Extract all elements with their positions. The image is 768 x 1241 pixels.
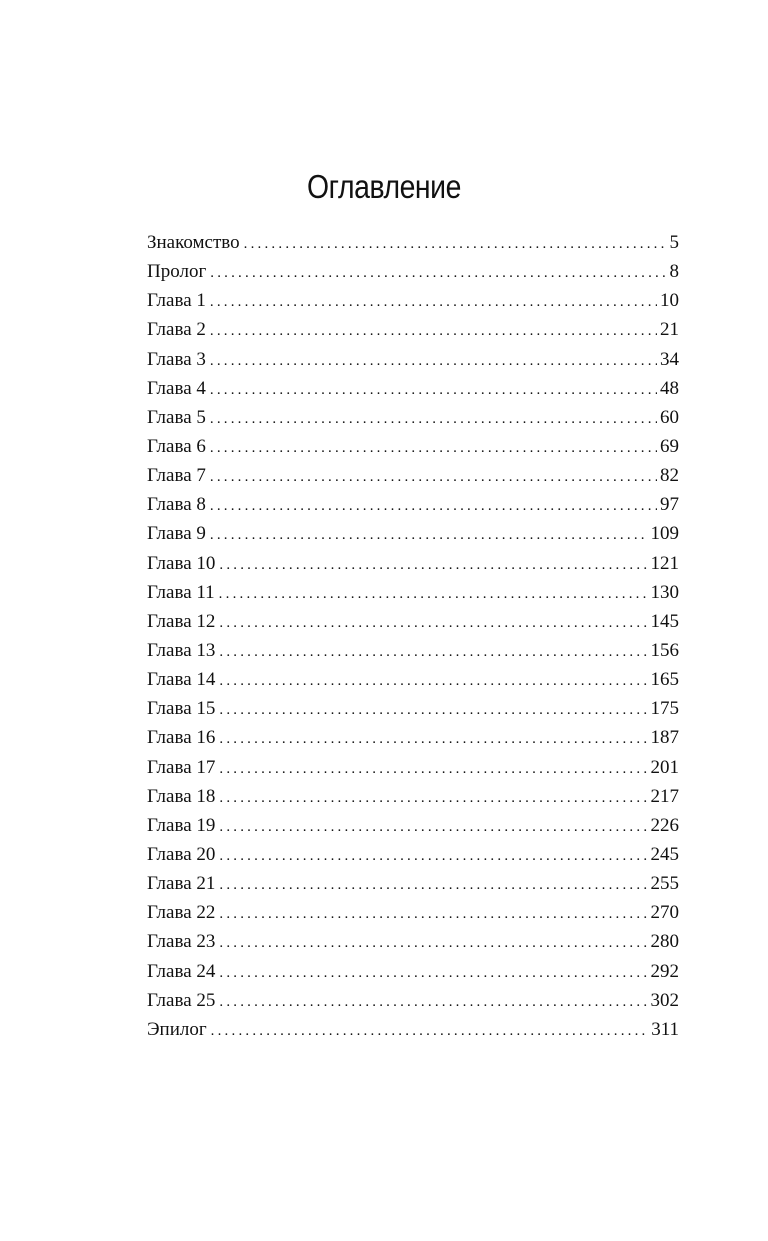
toc-entry-page: 60 bbox=[660, 406, 679, 428]
toc-entry-page: 156 bbox=[650, 639, 679, 661]
toc-entry-page: 187 bbox=[650, 727, 679, 749]
dot-leader bbox=[219, 696, 647, 723]
toc-entry bbox=[147, 1015, 679, 1044]
dot-leader bbox=[219, 871, 647, 898]
toc-entry-label: Глава 14 bbox=[147, 669, 216, 691]
page-title: Оглавление bbox=[307, 168, 461, 205]
toc-entry-label: Глава 3 bbox=[147, 348, 206, 370]
toc-entry bbox=[147, 957, 679, 986]
toc-entry bbox=[147, 753, 679, 782]
dot-leader bbox=[210, 463, 657, 490]
toc-entry bbox=[147, 869, 679, 898]
dot-leader bbox=[219, 667, 647, 694]
toc-entry bbox=[147, 986, 679, 1015]
toc-entry-label: Глава 21 bbox=[147, 873, 216, 895]
toc-entry-label: Глава 10 bbox=[147, 552, 216, 574]
toc-entry-page: 165 bbox=[650, 669, 679, 691]
toc-entry bbox=[147, 694, 679, 723]
toc-entry-page: 255 bbox=[650, 873, 679, 895]
toc-entry bbox=[147, 723, 679, 752]
toc-entry-page: 226 bbox=[650, 814, 679, 836]
toc-entry-page: 5 bbox=[669, 232, 679, 253]
toc-entry-page: 121 bbox=[650, 552, 679, 574]
toc-entry-page: 145 bbox=[650, 610, 679, 632]
toc-entry bbox=[147, 257, 679, 286]
toc-entry bbox=[147, 811, 679, 840]
toc-entry-page: 97 bbox=[660, 494, 679, 516]
toc-entry-page: 34 bbox=[660, 348, 679, 370]
toc-entry-page: 69 bbox=[660, 435, 679, 457]
toc-entry-label: Глава 5 bbox=[147, 406, 206, 428]
toc-entry bbox=[147, 490, 679, 519]
toc-entry-label: Глава 6 bbox=[147, 435, 206, 457]
dot-leader bbox=[219, 609, 647, 636]
toc-entry-label: Глава 11 bbox=[147, 581, 215, 603]
dot-leader bbox=[219, 580, 648, 607]
toc-entry bbox=[147, 228, 679, 257]
dot-leader bbox=[219, 638, 647, 665]
toc-entry bbox=[147, 519, 679, 548]
toc-entry-page: 175 bbox=[650, 698, 679, 720]
toc-entry bbox=[147, 461, 679, 490]
toc-entry-page: 109 bbox=[650, 523, 679, 545]
dot-leader bbox=[219, 551, 647, 578]
dot-leader bbox=[219, 784, 647, 811]
toc-entry-page: 82 bbox=[660, 465, 679, 487]
toc-entry-label: Глава 16 bbox=[147, 727, 216, 749]
toc-entry-page: 201 bbox=[650, 756, 679, 778]
dot-leader bbox=[219, 842, 647, 869]
toc-entry-label: Глава 22 bbox=[147, 902, 216, 924]
toc-entry bbox=[147, 286, 679, 315]
toc-entry bbox=[147, 578, 679, 607]
toc-entry-page: 217 bbox=[650, 785, 679, 807]
toc-entry-label: Глава 18 bbox=[147, 785, 216, 807]
toc-entry bbox=[147, 636, 679, 665]
toc-entry-page: 311 bbox=[651, 1018, 679, 1040]
dot-leader bbox=[210, 405, 657, 432]
toc-entry-label: Глава 23 bbox=[147, 931, 216, 953]
toc-entry-label: Глава 1 bbox=[147, 290, 206, 312]
toc-entry bbox=[147, 432, 679, 461]
dot-leader bbox=[210, 259, 666, 286]
toc-entry-label: Глава 12 bbox=[147, 610, 216, 632]
dot-leader bbox=[210, 347, 657, 374]
toc-entry-label: Глава 15 bbox=[147, 698, 216, 720]
dot-leader bbox=[219, 929, 647, 956]
dot-leader bbox=[211, 1017, 649, 1044]
toc-entry bbox=[147, 315, 679, 344]
dot-leader bbox=[219, 813, 647, 840]
toc-entry-label: Глава 2 bbox=[147, 319, 206, 341]
toc-entry bbox=[147, 665, 679, 694]
toc-entry-page: 270 bbox=[650, 902, 679, 924]
toc-entry-label: Глава 4 bbox=[147, 377, 206, 399]
toc-entry bbox=[147, 345, 679, 374]
dot-leader bbox=[219, 988, 647, 1015]
table-of-contents bbox=[147, 228, 679, 1044]
toc-entry bbox=[147, 374, 679, 403]
toc-entry-page: 280 bbox=[650, 931, 679, 953]
toc-entry bbox=[147, 607, 679, 636]
toc-entry-label: Глава 17 bbox=[147, 756, 216, 778]
toc-entry bbox=[147, 403, 679, 432]
toc-entry-label: Глава 13 bbox=[147, 639, 216, 661]
toc-entry-label: Знакомство bbox=[147, 232, 240, 253]
toc-entry-page: 10 bbox=[660, 290, 679, 312]
toc-entry bbox=[147, 898, 679, 927]
dot-leader bbox=[244, 230, 667, 257]
toc-entry-label: Пролог bbox=[147, 261, 207, 283]
toc-entry bbox=[147, 927, 679, 956]
dot-leader bbox=[210, 521, 648, 548]
dot-leader bbox=[219, 755, 647, 782]
toc-entry-page: 8 bbox=[669, 261, 679, 283]
dot-leader bbox=[210, 288, 657, 315]
toc-entry-page: 48 bbox=[660, 377, 679, 399]
toc-entry-label: Глава 9 bbox=[147, 523, 206, 545]
dot-leader bbox=[210, 317, 657, 344]
toc-entry-label: Глава 20 bbox=[147, 843, 216, 865]
toc-entry-page: 130 bbox=[650, 581, 679, 603]
dot-leader bbox=[219, 725, 647, 752]
toc-entry bbox=[147, 840, 679, 869]
toc-entry-label: Глава 24 bbox=[147, 960, 216, 982]
dot-leader bbox=[219, 959, 647, 986]
toc-entry bbox=[147, 549, 679, 578]
toc-entry-page: 245 bbox=[650, 843, 679, 865]
toc-entry bbox=[147, 782, 679, 811]
toc-entry-label: Глава 25 bbox=[147, 989, 216, 1011]
dot-leader bbox=[210, 492, 657, 519]
dot-leader bbox=[219, 900, 647, 927]
toc-entry-label: Эпилог bbox=[147, 1018, 207, 1040]
dot-leader bbox=[210, 376, 657, 403]
toc-entry-label: Глава 8 bbox=[147, 494, 206, 516]
toc-entry-label: Глава 7 bbox=[147, 465, 206, 487]
toc-entry-label: Глава 19 bbox=[147, 814, 216, 836]
toc-entry-page: 302 bbox=[650, 989, 679, 1011]
dot-leader bbox=[210, 434, 657, 461]
toc-entry-page: 292 bbox=[650, 960, 679, 982]
toc-entry-page: 21 bbox=[660, 319, 679, 341]
